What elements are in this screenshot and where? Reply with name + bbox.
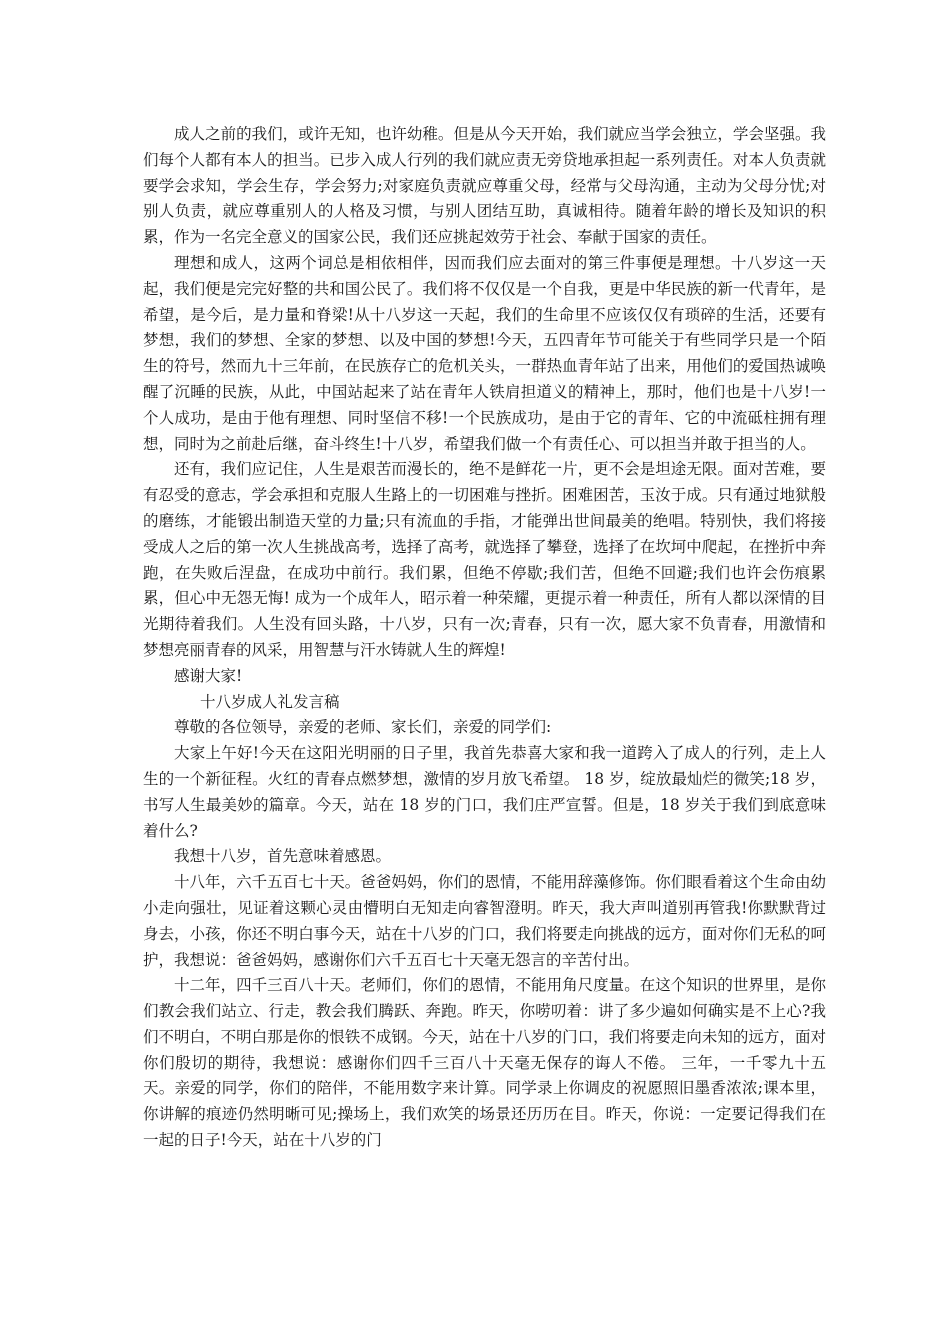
paragraph-greeting: 大家上午好!今天在这阳光明丽的日子里，我首先恭喜大家和我一道跨入了成人的行列，走上人生的一个新征程。火红的青春点燃梦想，激情的岁月放飞希望。 18 岁，绽放最灿烂的微笑;18 岁，书写人生最美妙的篇章。今天，站在 18 岁的门口，我们庄严宣誓。但是，18 岁关于我们到底意味着什么?	[143, 744, 826, 840]
section-title: 十八岁成人礼发言稿	[200, 692, 340, 711]
paragraph-ideals: 理想和成人，这两个词总是相依相伴，因而我们应去面对的第三件事便是理想。十八岁这一天起，我们便是完完好整的共和国公民了。我们将不仅仅是一个自我，更是中华民族的新一代青年，是希望，是今后，是力量和脊梁!从十八岁这一天起，我们的生命里不应该仅仅有琐碎的生活，还要有梦想，我们的梦想、全家的梦想、以及中国的梦想!今天，五四青年节可能关于有些同学只是一个陌生的符号，然而九十三年前，在民族存亡的危机关头，一群热血青年站了出来，用他们的爱国热诚唤醒了沉睡的民族，从此，中国站起来了站在青年人铁肩担道义的精神上，那时，他们也是十八岁!一个人成功，是由于他有理想、同时坚信不移!一个民族成功，是由于它的青年、它的中流砥柱拥有理想，同时为之前赴后继，奋斗终生!十八岁，希望我们做一个有责任心、可以担当并敢于担当的人。	[143, 253, 826, 453]
paragraph-responsibility: 成人之前的我们，或许无知，也许幼稚。但是从今天开始，我们就应当学会独立，学会坚强。我们每个人都有本人的担当。已步入成人行列的我们就应责无旁贷地承担起一系列责任。对本人负责就要学会求知，学会生存，学会努力;对家庭负责就应尊重父母，经常与父母沟通，主动为父母分忧;对别人负责，就应尊重别人的人格及习惯，与别人团结互助，真诚相待。随着年龄的增长及知识的积累，作为一名完全意义的国家公民，我们还应挑起效劳于社会、奉献于国家的责任。	[143, 125, 826, 247]
paragraph-gratitude-intro: 我想十八岁，首先意味着感恩。	[174, 847, 392, 866]
paragraph-hardship: 还有，我们应记住，人生是艰苦而漫长的，绝不是鲜花一片，更不会是坦途无限。面对苦难，要有忍受的意志，学会承担和克服人生路上的一切困难与挫折。困难困苦，玉汝于成。只有通过地狱般的磨练，才能锻出制造天堂的力量;只有流血的手指，才能弹出世间最美的绝唱。特别快，我们将接受成人之后的第一次人生挑战高考，选择了高考，就选择了攀登，选择了在坎坷中爬起，在挫折中奔跑，在失败后涅盘，在成功中前行。我们累，但绝不停歇;我们苦，但绝不回避;我们也许会伤痕累累，但心中无怨无悔! 成为一个成年人，昭示着一种荣耀，更提示着一种责任，所有人都以深情的目光期待着我们。人生没有回头路，十八岁，只有一次;青春，只有一次，愿大家不负青春，用激情和梦想亮丽青春的风采，用智慧与汗水铸就人生的辉煌!	[143, 460, 826, 659]
paragraph-parents: 十八年，六千五百七十天。爸爸妈妈，你们的恩情，不能用辞藻修饰。你们眼看着这个生命由幼小走向强壮，见证着这颗心灵由懵明白无知走向睿智澄明。昨天，我大声叫道别再管我!你默默背过身去，小孩，你还不明白事今天，站在十八岁的门口，我们将要走向挑战的远方，面对你们无私的呵护，我想说：爸爸妈妈，感谢你们六千五百七十天毫无怨言的辛苦付出。	[143, 873, 826, 969]
paragraph-salutation: 尊敬的各位领导，亲爱的老师、家长们，亲爱的同学们:	[174, 718, 552, 737]
paragraph-thanks: 感谢大家!	[174, 666, 243, 685]
paragraph-teachers-classmates: 十二年，四千三百八十天。老师们，你们的恩情，不能用角尺度量。在这个知识的世界里，是你们教会我们站立、行走，教会我们腾跃、奔跑。昨天，你唠叨着：讲了多少遍如何确实是不上心?我们不明白，不明白那是你的恨铁不成钢。今天，站在十八岁的门口，我们将要走向未知的远方，面对你们殷切的期待，我想说：感谢你们四千三百八十天毫无保存的诲人不倦。 三年，一千零九十五天。亲爱的同学，你们的陪伴，不能用数字来计算。同学录上你调皮的祝愿照旧墨香浓浓;课本里，你讲解的痕迹仍然明晰可见;操场上，我们欢笑的场景还历历在目。昨天，你说：一定要记得我们在一起的日子!今天，站在十八岁的门	[143, 976, 826, 1150]
document-page	[143, 122, 826, 1154]
